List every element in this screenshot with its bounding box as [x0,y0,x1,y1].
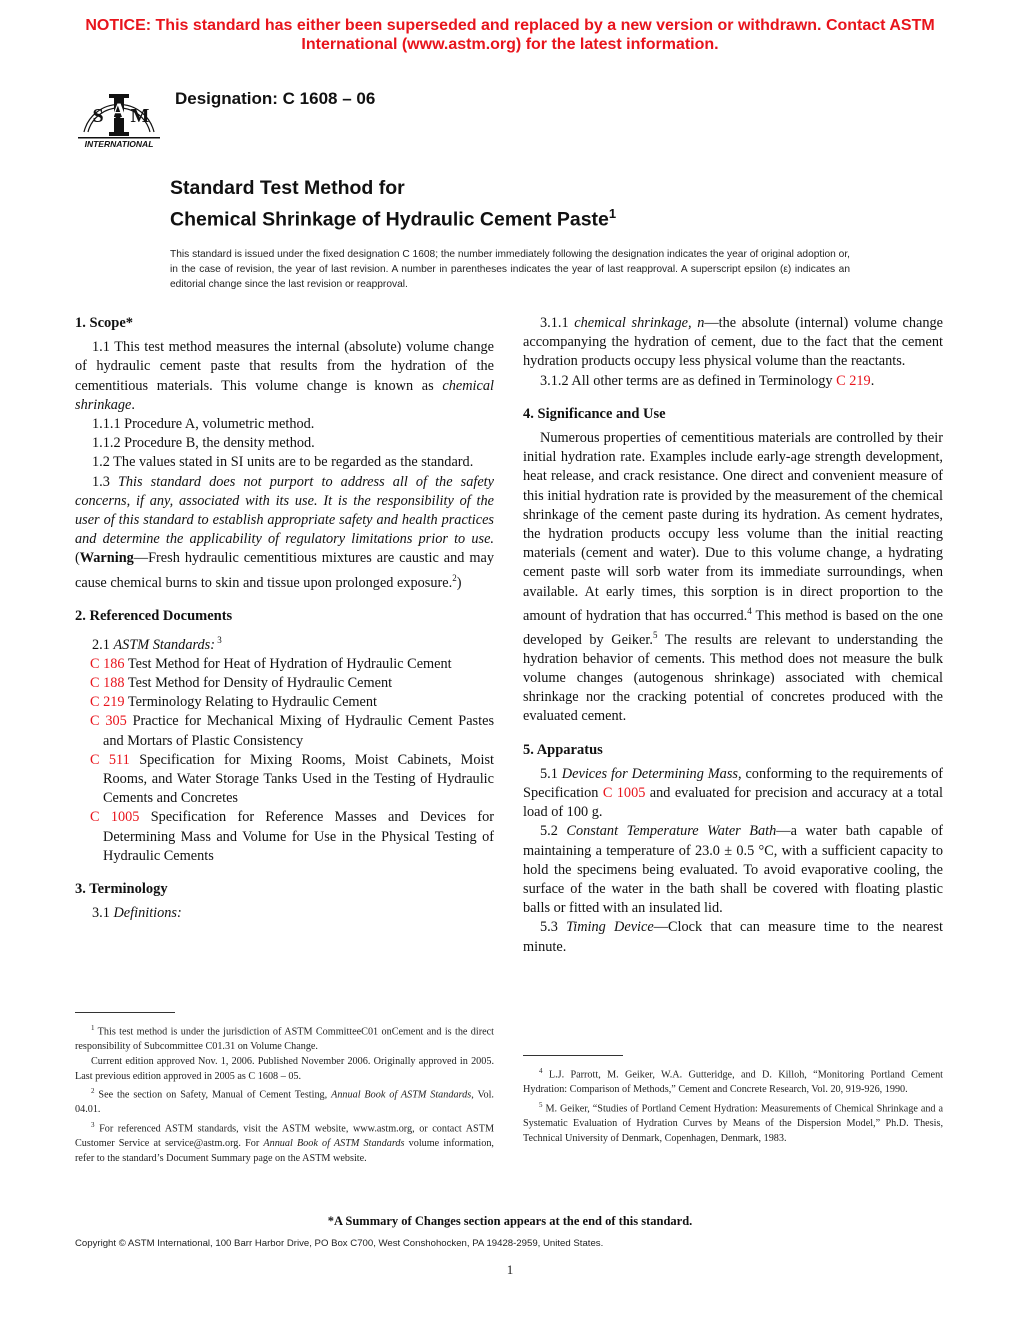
spec-link-c1005[interactable]: C 1005 [602,785,646,801]
section-3-heading: 3. Terminology [75,881,168,898]
summary-of-changes-note: *A Summary of Changes section appears at the end of this standard. [327,1214,693,1228]
footnote-1-edition: Current edition approved Nov. 1, 2006. Published November 2006. Originally approved in 2005. Last previous edition approved in 2005 as C 1608 – 05. [75,1055,494,1082]
footnote-2: $^2$ See the section on Safety, Manual of Cement Testing, Annual Book of ASTM Standards, Vol. 04.01. [75,1087,494,1116]
notice-line-2: International (www.astm.org) for the latest information. [301,36,719,53]
ref-link-c186[interactable]: C 186 [90,655,125,672]
para-5-3: 5.3 Timing Device—Clock that can measure time to the nearest minute. [523,919,944,955]
footnote-rule-left [75,1012,175,1013]
para-1-1-2: 1.1.2 Procedure B, the density method. [92,435,315,452]
footnote-3: $^3$ For referenced ASTM standards, visit the ASTM website, www.astm.org, or contact ASTM Customer Service at service@astm.org. For Annual Book of ASTM Standards volume information, refer to the standard’s Document Summary page on the ASTM website. [75,1121,494,1164]
footnote-ref-5[interactable]: 5 [652,629,658,640]
page-number: 1 [506,1262,514,1277]
logo-word: INTERNATIONAL [84,139,154,149]
para-1-1-1: 1.1.1 Procedure A, volumetric method. [92,416,315,433]
section-1-heading: 1. Scope* [75,315,133,331]
notice-line-1: NOTICE: This standard has either been superseded and replaced by a new version or withdrawn. Contact ASTM [85,17,935,34]
footnote-4: $^4$ L.J. Parrott, M. Geiker, W.A. Gutteridge, and D. Killoh, “Monitoring Portland Cement Hydration: Comparison of Methods,” Cement and Concrete Research, Vol. 20, 919-926, 1990. [523,1067,943,1096]
ref-link-c1005[interactable]: C 1005 [90,809,140,826]
section-5-heading: 5. Apparatus [523,741,603,758]
ref-link-c219[interactable]: C 219 [90,694,125,711]
footnotes-right [523,1064,943,1146]
title-footnote-ref[interactable]: 1 [608,206,617,221]
superseded-notice [40,16,980,54]
footnote-1: $^1$ This test method is under the jurisdiction of ASTM CommitteeC01 onCement and is the direct responsibility of Subcommittee C01.31 on Volume Change. [75,1024,494,1053]
ref-item: C 511 Specification for Mixing Rooms, Moist Cabinets, Moist Rooms, and Water Storage Tanks Used in the Testing of Hydraulic Cements and Concretes [90,751,495,807]
term-link-c219[interactable]: C 219 [836,372,871,389]
left-column [75,314,494,923]
logo-letters: A [111,98,127,123]
para-1-1: 1.1 This test method measures the internal (absolute) volume change of hydraulic cement paste that results from the hydration of the cementitious materials. This volume change is known as chemical shrinkage. [75,339,494,413]
footnote-ref-4[interactable]: 4 [747,605,752,616]
para-1-2: 1.2 The values stated in SI units are to be regarded as the standard. [92,454,474,471]
ref-item: C 1005 Specification for Reference Masses and Devices for Determining Mass and Volume for Use in the Physical Testing of Hydraulic Cements [90,809,494,864]
section-4-heading: 4. Significance and Use [523,405,666,422]
svg-text:M: M [130,105,150,127]
footnote-ref-2[interactable]: 2 [452,572,457,583]
ref-item: C 188 Test Method for Density of Hydraulic Cement [90,674,393,691]
footnote-rule-right [523,1055,623,1056]
ref-link-c188[interactable]: C 188 [90,674,125,691]
para-5-1: 5.1 Devices for Determining Mass, conforming to the requirements of Specification C 1005 and evaluated for precision and accuracy at a total load of 100 g. [523,765,943,821]
ref-link-c305[interactable]: C 305 [90,713,127,730]
para-5-2: 5.2 Constant Temperature Water Bath—a water bath capable of maintaining a temperature of 23.0 ± 0.5 °C, with a sufficient capacity to hold the specimens being evaluated. To avoid evaporative cooling, the surface of the water in the bath shall be covered with floating plastic balls or fitted with an insulated lid. [523,823,943,917]
issued-note: This standard is issued under the fixed designation C 1608; the number immediately following the designation indicates the year of original adoption or, in the case of revision, the year of last revision. A number in parentheses indicates the year of last reapproval. A superscript epsilon (ε) indicates an editorial change since the last revision or reapproval. [170,249,850,290]
ref-link-c511[interactable]: C 511 [90,751,130,768]
footnotes-left [75,1021,494,1167]
ref-item: C 219 Terminology Relating to Hydraulic Cement [90,694,378,711]
section-2-heading: 2. Referenced Documents [75,607,233,624]
referenced-standards-list [75,655,494,866]
ref-item: C 305 Practice for Mechanical Mixing of Hydraulic Cement Pastes and Mortars of Plastic Consistency [90,713,495,749]
para-3-1: 3.1 Definitions: [92,905,182,922]
document-title [170,175,616,233]
para-3-1-2: 3.1.2 All other terms are as defined in Terminology C 219. [540,372,875,389]
svg-text:S: S [92,105,104,127]
astm-logo [78,74,160,150]
designation: Designation: C 1608 – 06 [175,89,376,108]
para-3-1-1: 3.1.1 chemical shrinkage, n—the absolute (internal) volume change accompanying the hydration of cement, due to the fact that the cement hydration products occupy less physical volume than the reactants. [523,315,944,370]
para-4-1: Numerous properties of cementitious materials are controlled by their initial hydration rate. Examples include early-age strength development, heat release, and crack resistance. One direct and convenient measure of this initial hydration rate is provided by the measurement of the chemical shrinkage of the cement paste during its hydration. As cement hydrates, the hydration products occupy less volume than the initial reacting materials (cement and water). Due to this volume change, a hydrating cement paste will sorb water from its immediate surroundings, when available. At early times, this sorption is in direct proportion to the amount of hydration that has occurred.$^4$ This method is based on the one developed by Geiker.$^5$ The results are relevant to understanding the hydration behavior of cements. This method does not measure the bulk volume changes (autogenous shrinkage) associated with chemical shrinkage nor the cracking potential of concretes produced with the evaluated cement. [523,430,943,725]
para-1-3: 1.3 This standard does not purport to address all of the safety concerns, if any, associated with its use. It is the responsibility of the user of this standard to establish appropriate safety and health practices and determine the applicability of regulatory limitations prior to use. (Warning—Fresh hydraulic cementitious mixtures are caustic and may cause chemical burns to skin and tissue upon prolonged exposure.$^2$) [75,473,494,591]
footnote-5: $^5$ M. Geiker, “Studies of Portland Cement Hydration: Measurements of Chemical Shrinkage and a Systematic Evaluation of Hydration Curves by Means of the Dispersion Model,” Ph.D. Thesis, Technical University of Denmark, Copenhagen, Denmark, 1983. [523,1100,943,1144]
ref-item: C 186 Test Method for Heat of Hydration of Hydraulic Cement [90,655,452,672]
copyright: Copyright © ASTM International, 100 Barr Harbor Drive, PO Box C700, West Conshohocken, PA 19428-2959, United States. [75,1238,604,1249]
title-line-1: Standard Test Method for [170,177,405,199]
right-column [523,314,943,957]
title-line-2: Chemical Shrinkage of Hydraulic Cement Paste$^1$ [170,206,617,231]
para-2-1: 2.1 ASTM Standards: $^3$ [92,634,222,653]
